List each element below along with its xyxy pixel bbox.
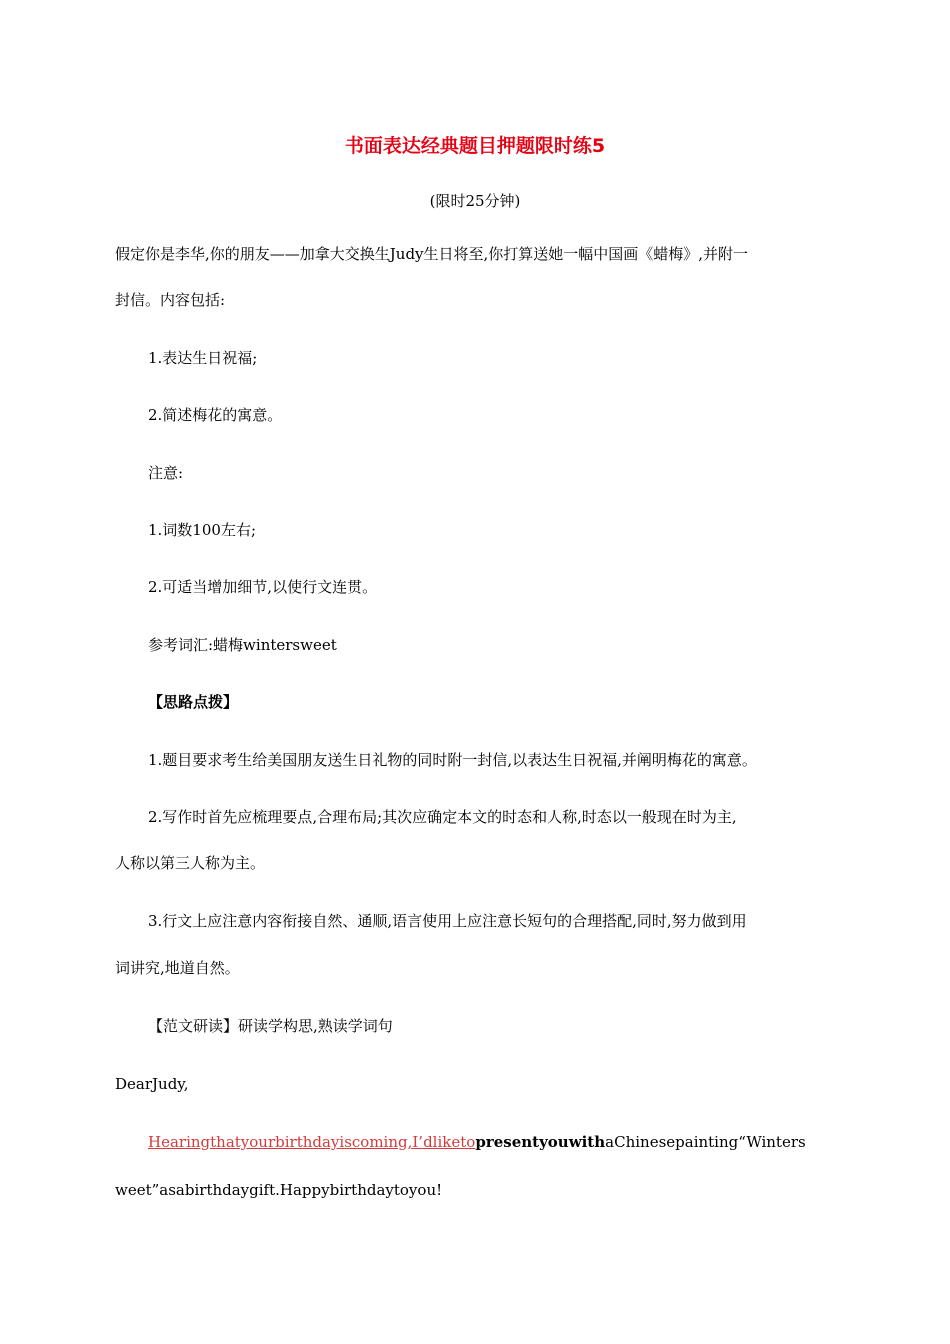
- prompt-line-1: 假定你是李华,你的朋友——加拿大交换生Judy生日将至,你打算送她一幅中国画《蜡梅》,并附一: [115, 245, 749, 263]
- highlighted-phrase: Hearingthatyourbirthdayiscoming,I’dliketo: [148, 1133, 476, 1151]
- letter-greeting: DearJudy,: [115, 1075, 189, 1093]
- key-phrase: presentyouwith: [475, 1133, 606, 1151]
- sentence-rest: aChinesepainting“Winters: [605, 1133, 806, 1151]
- letter-sentence-1-line-2: weet”asabirthdaygift.Happybirthdaytoyou!: [115, 1181, 443, 1199]
- page-title: 书面表达经典题目押题限时练5: [344, 135, 606, 157]
- prompt-item-1: 1.表达生日祝福;: [148, 349, 258, 367]
- prompt-item-2: 2.简述梅花的寓意。: [148, 406, 283, 424]
- letter-sentence-1: [148, 1132, 838, 1152]
- note-label: 注意:: [148, 464, 184, 482]
- prompt-line-2: 封信。内容包括:: [115, 291, 226, 309]
- model-heading: 【范文研读】研读学构思,熟读学词句: [148, 1017, 393, 1035]
- guide-point-2-line-1: 2.写作时首先应梳理要点,合理布局;其次应确定本文的时态和人称,时态以一般现在时为主,: [148, 808, 737, 826]
- guide-point-3-line-2: 词讲究,地道自然。: [115, 959, 240, 977]
- guide-point-2-line-2: 人称以第三人称为主。: [115, 854, 266, 872]
- guide-heading: 【思路点拨】: [148, 693, 239, 711]
- vocab-hint: 参考词汇:蜡梅wintersweet: [148, 636, 337, 654]
- guide-point-1: 1.题目要求考生给美国朋友送生日礼物的同时附一封信,以表达生日祝福,并阐明梅花的寓意。: [148, 751, 757, 769]
- guide-point-3-line-1: 3.行文上应注意内容衔接自然、通顺,语言使用上应注意长短句的合理搭配,同时,努力做到用: [148, 912, 747, 930]
- time-limit: (限时25分钟): [429, 192, 521, 210]
- note-2: 2.可适当增加细节,以使行文连贯。: [148, 578, 378, 596]
- note-1: 1.词数100左右;: [148, 521, 256, 539]
